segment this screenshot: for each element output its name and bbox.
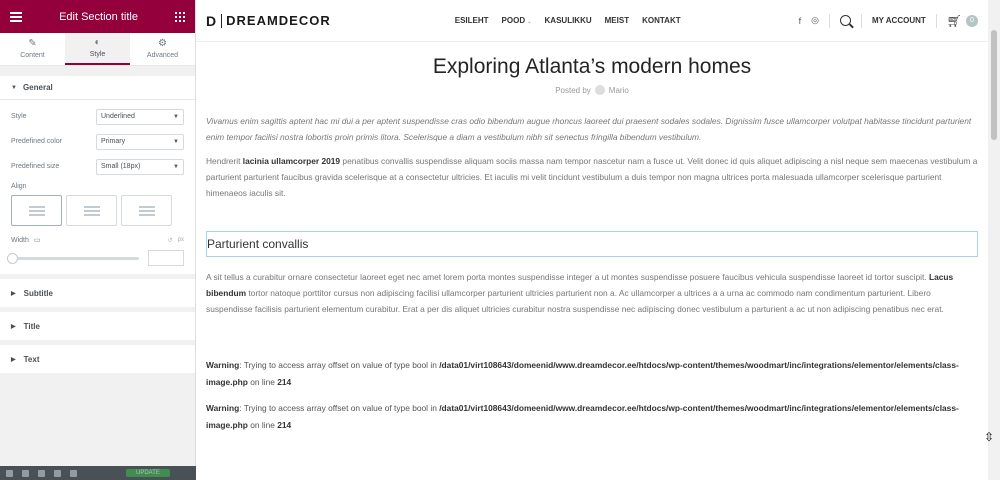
style-select-value: Underlined: [101, 113, 135, 120]
gear-icon: ⚙: [158, 38, 167, 49]
panel-title: Edit Section title: [59, 10, 138, 23]
cart-button[interactable]: [947, 14, 978, 28]
my-account-link[interactable]: MY ACCOUNT: [871, 16, 926, 25]
menu-item-esileht[interactable]: ESILEHT: [454, 16, 489, 25]
caret-right-icon: ▶: [11, 323, 16, 330]
scrollbar-thumb[interactable]: [991, 30, 997, 140]
author-name[interactable]: Mario: [608, 85, 629, 95]
panel-header: [0, 0, 195, 33]
paragraph-1-text-b: penatibus convallis suspendisse aliquam sociis massa nam tempor nascetur nam a fusce ut. Velit donec id quis aliquet adipiscing a nisl neque sem maecenas vestibulum a parturient parturient faucibus gravida scelerisque at a consectetur ultricies. Et iaculis mi velit tincidunt vestibulum a duis tempor non magna ultrices porta malesuada ullamcorper scelerisque parturient himenaeos iaculis sit.: [206, 156, 978, 198]
page-scrollbar[interactable]: [988, 0, 1000, 480]
main-menu: [455, 16, 681, 25]
paragraph-2: [206, 269, 978, 317]
section-text-label: Text: [23, 354, 40, 364]
panel-tabs: [0, 33, 195, 66]
section-title-widget[interactable]: [206, 231, 978, 257]
predefined-color-label: Predefined color: [11, 138, 62, 145]
section-general-label: General: [22, 83, 53, 92]
desktop-monitor-icon[interactable]: ▭: [33, 237, 41, 244]
caret-down-icon: ▼: [11, 84, 17, 91]
predefined-size-select[interactable]: [96, 159, 184, 175]
panel-footer: [0, 466, 196, 480]
section-text-header[interactable]: [0, 345, 195, 373]
warning-message: : Trying to access array offset on value of type bool in: [239, 360, 440, 370]
predefined-size-value: Small (18px): [101, 163, 141, 170]
warning-path: /data01/virt108643/domeenid/www.dreamdecor.ee/htdocs/wp-content/themes/woodmart/inc/integrations/elementor/elements/class-image.php: [206, 403, 959, 430]
instagram-icon[interactable]: ◎: [811, 15, 819, 25]
chevron-down-icon: ⌄: [527, 19, 532, 25]
warning-line: 214: [277, 377, 292, 387]
section-title-label: Title: [23, 321, 40, 331]
width-slider[interactable]: [11, 257, 139, 260]
responsive-mode-icon[interactable]: [54, 470, 61, 477]
menu-item-meist[interactable]: MEIST: [604, 16, 630, 25]
hamburger-menu-icon[interactable]: [10, 12, 22, 22]
cart-count-badge: 0: [966, 15, 978, 27]
divider: [936, 14, 937, 28]
facebook-icon[interactable]: f: [798, 15, 802, 26]
pencil-icon: ✎: [28, 38, 37, 49]
section-subtitle-label: Subtitle: [23, 288, 53, 298]
control-width: [11, 236, 184, 244]
logo-mark: D: [206, 12, 218, 29]
caret-right-icon: ▶: [11, 290, 16, 297]
menu-item-kasulikku[interactable]: KASULIKKU: [544, 16, 592, 25]
site-preview: [196, 0, 988, 480]
history-icon[interactable]: [38, 470, 45, 477]
divider: [829, 14, 830, 28]
update-button[interactable]: UPDATE: [126, 469, 170, 477]
predefined-color-select[interactable]: [96, 134, 184, 150]
predefined-color-value: Primary: [101, 138, 126, 145]
caret-right-icon: ▶: [11, 356, 16, 363]
half-circle-icon: ◐: [94, 37, 101, 48]
site-header: [196, 0, 988, 42]
width-label: Width: [11, 236, 29, 244]
align-buttons: [11, 195, 184, 226]
post-title: Exploring Atlanta’s modern homes: [432, 55, 752, 78]
control-style: [11, 104, 184, 129]
tab-style[interactable]: [65, 33, 130, 65]
tab-advanced[interactable]: [130, 33, 195, 65]
chevron-down-icon: ▼: [173, 113, 179, 120]
section-subtitle-header[interactable]: [0, 279, 195, 307]
style-select[interactable]: [96, 109, 184, 125]
tab-style-label: Style: [89, 51, 106, 58]
php-warning: [206, 357, 978, 391]
paragraph-2-bold: Lacus bibendum: [206, 272, 954, 298]
control-predefined-color: [11, 129, 184, 154]
navigator-icon[interactable]: [22, 470, 29, 477]
menu-item-pood-label: POOD: [501, 16, 526, 25]
style-label: Style: [11, 113, 27, 120]
section-general-body: [0, 100, 195, 274]
align-left-button[interactable]: [11, 195, 62, 226]
paragraph-1-text-a: Hendrerit: [206, 156, 243, 166]
search-icon[interactable]: [840, 15, 851, 26]
tab-advanced-label: Advanced: [146, 52, 179, 59]
warning-online: on line: [247, 420, 278, 430]
paragraph-1: [206, 153, 978, 201]
section-title-text: Parturient convallis: [207, 237, 309, 251]
warning-online: on line: [247, 377, 278, 387]
author-avatar: [595, 85, 605, 95]
width-number-input[interactable]: [148, 250, 184, 266]
header-tools: [799, 14, 978, 28]
php-warning: [206, 400, 978, 434]
warning-message: : Trying to access array offset on value of type bool in: [239, 403, 440, 413]
reset-icon[interactable]: ↺: [167, 237, 173, 244]
warning-label: Warning: [206, 403, 240, 413]
section-title-header[interactable]: [0, 312, 195, 340]
control-predefined-size: [11, 154, 184, 179]
lead-paragraph: Vivamus enim sagittis aptent hac mi dui a per aptent suspendisse cras odio bibendum augue rhoncus laoreet dui praesent sodales sodales. Dignissim fusce ullamcorper volutpat habitasse tincidunt parturient enim tempor facilisi nostra lobortis proin primis litora. Scelerisque a diam a vestibulum nibh sit senectus fringilla bibendum vestibulum.: [206, 116, 972, 142]
paragraph-1-bold: lacinia ullamcorper 2019: [242, 156, 341, 166]
logo-text: DREAMDECOR: [226, 13, 331, 28]
elementor-panel: [0, 0, 196, 480]
divider: [861, 14, 862, 28]
mouse-cursor-icon: ⇳: [984, 430, 995, 444]
site-logo[interactable]: [206, 13, 331, 29]
logo-divider: [221, 14, 222, 28]
paragraph-2-text-a: A sit tellus a curabitur ornare consectetur laoreet eget nec amet lorem porta montes suspendisse integer a ut montes suspendisse posuere faucibus vehicula suspendisse laoreet id tortor suscipit.: [206, 272, 929, 282]
post-content: [196, 55, 988, 434]
preview-icon[interactable]: [70, 470, 77, 477]
section-general-header[interactable]: [0, 76, 195, 100]
chevron-down-icon: ▼: [173, 163, 179, 170]
align-center-button[interactable]: [66, 195, 117, 226]
cart-icon: 🛒︎: [946, 13, 962, 28]
post-meta: [206, 85, 978, 95]
widgets-grid-icon[interactable]: [175, 12, 185, 22]
width-slider-row: [11, 250, 184, 266]
warning-path: /data01/virt108643/domeenid/www.dreamdecor.ee/htdocs/wp-content/themes/woodmart/inc/integrations/elementor/elements/class-image.php: [206, 360, 959, 387]
menu-item-kontakt[interactable]: KONTAKT: [642, 16, 681, 25]
tab-content[interactable]: [0, 33, 65, 65]
width-slider-handle[interactable]: [7, 253, 18, 264]
align-right-button[interactable]: [121, 195, 172, 226]
warning-label: Warning: [206, 360, 240, 370]
width-unit[interactable]: px: [177, 237, 184, 243]
tab-content-label: Content: [20, 52, 45, 59]
chevron-down-icon: ▼: [173, 138, 179, 145]
menu-item-pood[interactable]: [502, 16, 532, 25]
settings-icon[interactable]: [6, 470, 13, 477]
predefined-size-label: Predefined size: [11, 163, 60, 170]
align-label: Align: [11, 183, 27, 190]
posted-by-label: Posted by: [555, 85, 591, 95]
paragraph-2-text-b: tortor natoque porttitor cursus non adipiscing facilisi ullamcorper parturient ultricies parturient non a. Ac ullamcorper a ultrices a a urna ac commodo nam condimentum parturient. Libero suspendisse facilisis parturient elementum curabitur. Erat a per dis aliquet ultricies curabitur nostra suspendisse nec adipiscing donec vestibulum a parturient a ac ut non adipiscing penatibus nec erat.: [206, 288, 944, 314]
warning-line: 214: [277, 420, 292, 430]
